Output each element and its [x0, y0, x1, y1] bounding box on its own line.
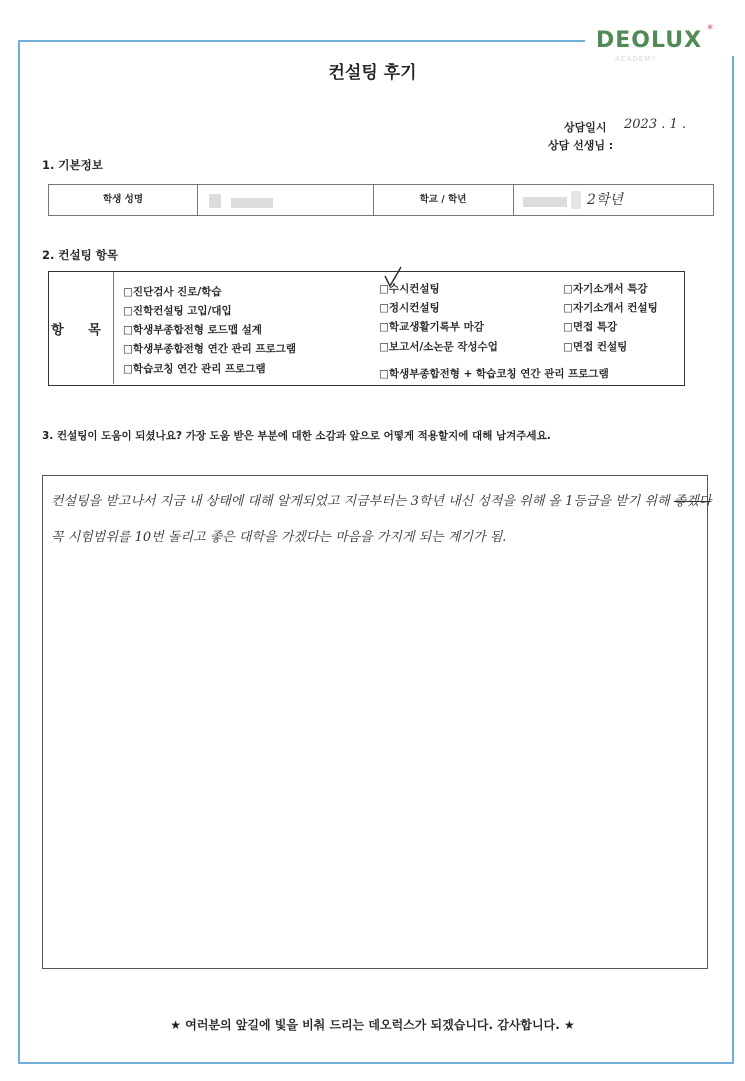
handwritten-check-icon	[383, 266, 403, 293]
redacted-student-name	[209, 194, 221, 208]
section-basic-info-heading: 1. 기본정보	[42, 158, 103, 172]
answer-line: 꼭 시험범위를 10번 돌리고 좋은 대학을 가겠다는 마음을 가지게 되는 계기가 됨.	[51, 530, 507, 545]
grade-value: 2학년	[587, 192, 623, 208]
option-checkbox[interactable]: □자기소개서 특강	[563, 283, 648, 295]
option-checkbox[interactable]: □자기소개서 컨설팅	[563, 302, 658, 314]
brand-logo-sub: ACADEMY	[615, 55, 657, 63]
date-value: 2023 . 1 .	[624, 117, 687, 132]
teacher-label: 상담 선생님 :	[548, 139, 614, 152]
page-title: 컨설팅 후기	[328, 63, 417, 83]
option-checkbox[interactable]: □학생부종합전형 연간 관리 프로그램	[123, 343, 297, 355]
answer-line-text: 컨설팅을 받고나서 지금 내 상태에 대해 알게되었고 지금부터는 3학년 내신 성적을 위해 올 1등급을 받기 위해	[51, 494, 670, 509]
option-checkbox[interactable]: □학습코칭 연간 관리 프로그램	[123, 363, 266, 375]
option-checkbox[interactable]: □보고서/소논문 작성수업	[379, 341, 498, 353]
redacted-student-name	[231, 198, 273, 208]
feedback-question: 3. 컨설팅이 도움이 되셨나요? 가장 도움 받은 부분에 대한 소감과 앞으로 어떻게 적용할지에 대해 남겨주세요.	[42, 430, 551, 442]
option-checkbox-checked[interactable]: □수시컨설팅	[379, 283, 440, 295]
feedback-answer-box[interactable]	[42, 475, 712, 969]
redacted-school-name	[571, 191, 581, 209]
option-checkbox[interactable]: □학교생활기록부 마감	[379, 321, 484, 333]
option-checkbox[interactable]: □정시컨설팅	[379, 302, 440, 314]
section-consulting-items-heading: 2. 컨설팅 항목	[42, 248, 118, 262]
school-grade-label: 학교 / 학년	[419, 194, 467, 205]
table-divider	[197, 185, 198, 215]
logo-star-icon: *	[707, 22, 713, 36]
option-checkbox[interactable]: □진단검사 진로/학습	[123, 286, 222, 298]
items-row-header: 항 목	[49, 272, 114, 384]
basic-info-table	[48, 184, 714, 216]
option-checkbox[interactable]: □학생부종합전형 + 학습코칭 연간 관리 프로그램	[379, 368, 609, 380]
answer-line	[51, 490, 711, 509]
footer-message: ★ 여러분의 앞길에 빛을 비춰 드리는 데오럭스가 되겠습니다. 감사합니다. ★	[170, 1018, 575, 1032]
option-checkbox[interactable]: □학생부종합전형 로드맵 설계	[123, 324, 262, 336]
redacted-school-name	[523, 197, 567, 207]
student-name-label: 학생 성명	[102, 194, 143, 205]
brand-logo: DEOLUX	[596, 28, 703, 53]
option-checkbox[interactable]: □면접 컨설팅	[563, 341, 628, 353]
option-checkbox[interactable]: □진학컨설팅 고입/대입	[123, 305, 232, 317]
answer-struck-text: 좋겠다	[673, 494, 712, 509]
table-divider	[513, 185, 514, 215]
option-checkbox[interactable]: □면접 특강	[563, 321, 618, 333]
date-label: 상담일시	[564, 121, 607, 134]
